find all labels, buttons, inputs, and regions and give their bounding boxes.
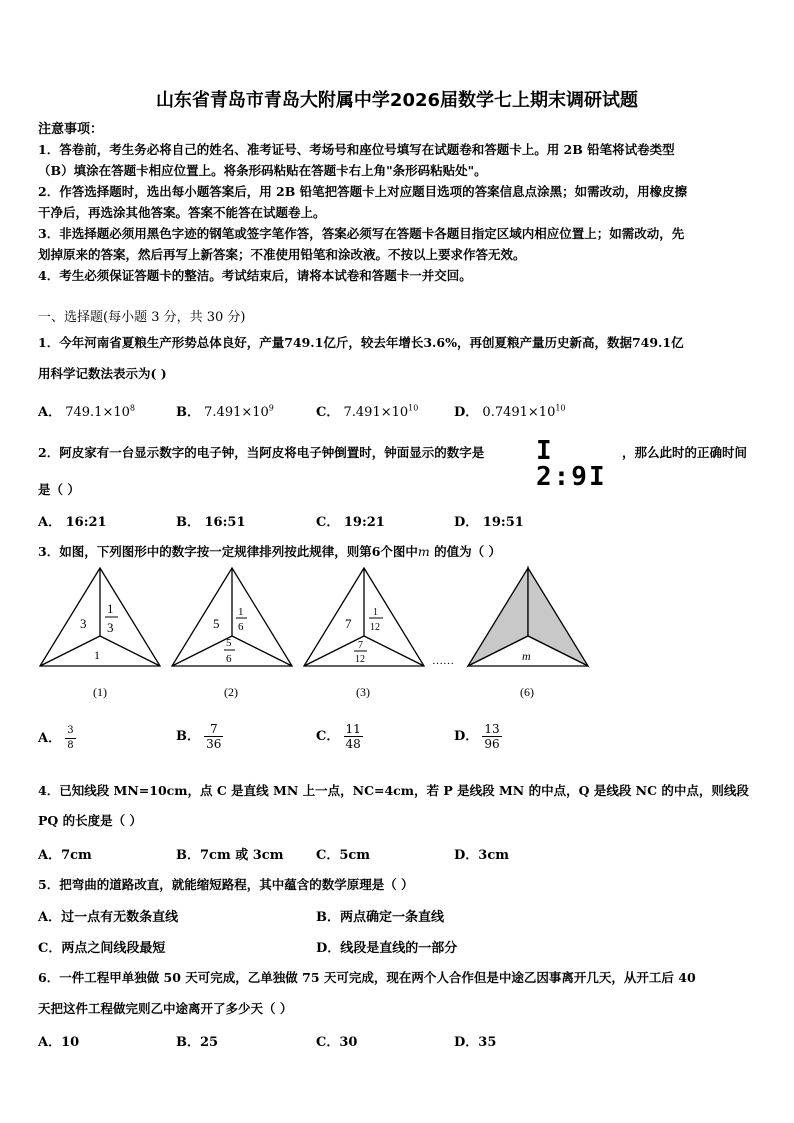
q2-option-d: D． 19:51: [454, 515, 524, 530]
svg-text:6: 6: [238, 621, 244, 633]
svg-text:12: 12: [370, 622, 380, 633]
q4-stem-line-1: 4．已知线段 MN=10cm，点 C 是直线 MN 上一点，NC=4cm，若 P 是线段 MN 的中点，Q 是线段 NC 的中点，则线段: [38, 783, 749, 798]
notice-line-7: 4．考生必须保证答题卡的整洁。考试结束后，请将本试卷和答题卡一并交回。: [38, 268, 472, 283]
q3-fig-label-3: (3): [356, 685, 370, 699]
svg-text:1: 1: [94, 648, 100, 662]
q5-option-c: C．两点之间线段最短: [38, 941, 166, 956]
svg-text:3: 3: [107, 620, 114, 635]
section-heading: 一、选择题(每小题 3 分，共 30 分): [38, 310, 246, 325]
q4-option-c: C．5cm: [316, 848, 371, 863]
notice-line-1: 1．答卷前，考生务必将自己的姓名、准考证号、考场号和座位号填写在试题卷和答题卡上。用 2B 铅笔将试卷类型: [38, 142, 675, 157]
q1-stem-line-1: 1．今年河南省夏粮生产形势总体良好，产量749.1亿斤，较去年增长3.6%，再创夏粮产量历史新高，数据749.1亿: [38, 335, 684, 350]
q2-stem-line-1b: ，那么此时的正确时间: [622, 445, 748, 460]
q1-option-a: A． $749.1\times 10^8$: [38, 403, 135, 420]
q6-option-b: B．25: [176, 1035, 219, 1050]
q1-stem-line-2: 用科学记数法表示为( ): [38, 366, 167, 381]
q3-option-b: B． $\frac{7}{36}$: [176, 722, 222, 751]
notice-line-6: 划掉原来的答案，然后再写上新答案；不准使用铅笔和涂改液。不按以上要求作答无效。: [38, 247, 526, 262]
q1-option-b: B． $7.491\times 10^9$: [176, 403, 274, 420]
q3-option-c: C． $\frac{11}{48}$: [316, 722, 361, 751]
svg-text:7: 7: [345, 616, 352, 631]
q4-stem-line-2: PQ 的长度是（ ）: [38, 813, 142, 828]
q2-option-b: B． 16:51: [176, 515, 246, 530]
q2-stem-line-1a: 2．阿皮家有一台显示数字的电子钟，当阿皮将电子钟倒置时，钟面显示的数字是: [38, 445, 485, 460]
q3-figure-sequence: [30, 562, 600, 707]
q3-option-d: D． $\frac{13}{96}$: [454, 722, 500, 751]
q2-option-a: A． 16:21: [38, 515, 107, 530]
svg-text:7: 7: [358, 640, 363, 651]
q3-fig-label-2: (2): [224, 685, 238, 699]
digital-clock-display: I 2:9I: [536, 436, 607, 492]
svg-text:1: 1: [107, 601, 114, 616]
q4-option-b: B．7cm 或 3cm: [176, 848, 284, 863]
q6-option-c: C．30: [316, 1035, 358, 1050]
page-title: 山东省青岛市青岛大附属中学2026届数学七上期末调研试题: [155, 90, 639, 111]
q3-figure-2: [172, 568, 292, 666]
notice-line-4: 干净后，再选涂其他答案。答案不能答在试题卷上。: [38, 205, 326, 220]
q3-option-a: A． $\frac{3}{8}$: [38, 725, 74, 751]
svg-text:5: 5: [226, 637, 232, 649]
notice-line-5: 3．非选择题必须用黑色字迹的钢笔或签字笔作答，答案必须写在答题卡各题目指定区域内相应位置上；如需改动，先: [38, 226, 685, 241]
notice-heading: 注意事项：: [38, 122, 104, 137]
svg-text:3: 3: [80, 616, 87, 631]
svg-text:m: m: [522, 649, 531, 663]
q5-stem: 5．把弯曲的道路改直，就能缩短路程，其中蕴含的数学原理是（ ）: [38, 877, 414, 892]
svg-text:5: 5: [213, 616, 220, 631]
q5-option-d: D．线段是直线的一部分: [316, 941, 458, 956]
q6-option-a: A．10: [38, 1035, 80, 1050]
q6-stem-line-2: 天把这件工程做完则乙中途离开了多少天（ ）: [38, 1001, 293, 1016]
q1-option-c: C． $7.491\times 10^{10}$: [316, 403, 419, 420]
q1-option-d: D． $0.7491\times 10^{10}$: [454, 403, 566, 420]
q5-option-a: A．过一点有无数条直线: [38, 910, 179, 925]
notice-line-2: （B）填涂在答题卡相应位置上。将条形码粘贴在答题卡右上角"条形码粘贴处"。: [38, 163, 487, 178]
svg-text:6: 6: [226, 653, 232, 665]
q4-option-d: D．3cm: [454, 848, 509, 863]
q3-figure-1: [40, 568, 160, 666]
q2-stem-line-2: 是（ ）: [38, 482, 80, 497]
q6-stem-line-1: 6．一件工程甲单独做 50 天可完成，乙单独做 75 天可完成，现在两个人合作但是中途乙因事离开几天，从开工后 40: [38, 970, 696, 985]
svg-text:12: 12: [355, 654, 365, 665]
q3-figure-6: [468, 568, 588, 666]
q4-option-a: A．7cm: [38, 848, 92, 863]
q3-ellipsis: ……: [432, 655, 454, 667]
q3-fig-label-1: (1): [93, 685, 107, 699]
q6-option-d: D．35: [454, 1035, 497, 1050]
svg-text:1: 1: [238, 606, 244, 618]
q2-option-c: C． 19:21: [316, 515, 385, 530]
q5-option-b: B．两点确定一条直线: [316, 910, 444, 925]
q3-fig-label-6: (6): [520, 685, 534, 699]
q3-figure-3: [304, 568, 424, 666]
q3-stem: 3．如图，下列图形中的数字按一定规律排列按此规律，则第6个图中m 的值为（ ）: [38, 544, 501, 559]
svg-text:1: 1: [373, 607, 378, 618]
notice-line-3: 2．作答选择题时，选出每小题答案后，用 2B 铅笔把答题卡上对应题目选项的答案信息点涂黑；如需改动，用橡皮擦: [38, 184, 688, 199]
